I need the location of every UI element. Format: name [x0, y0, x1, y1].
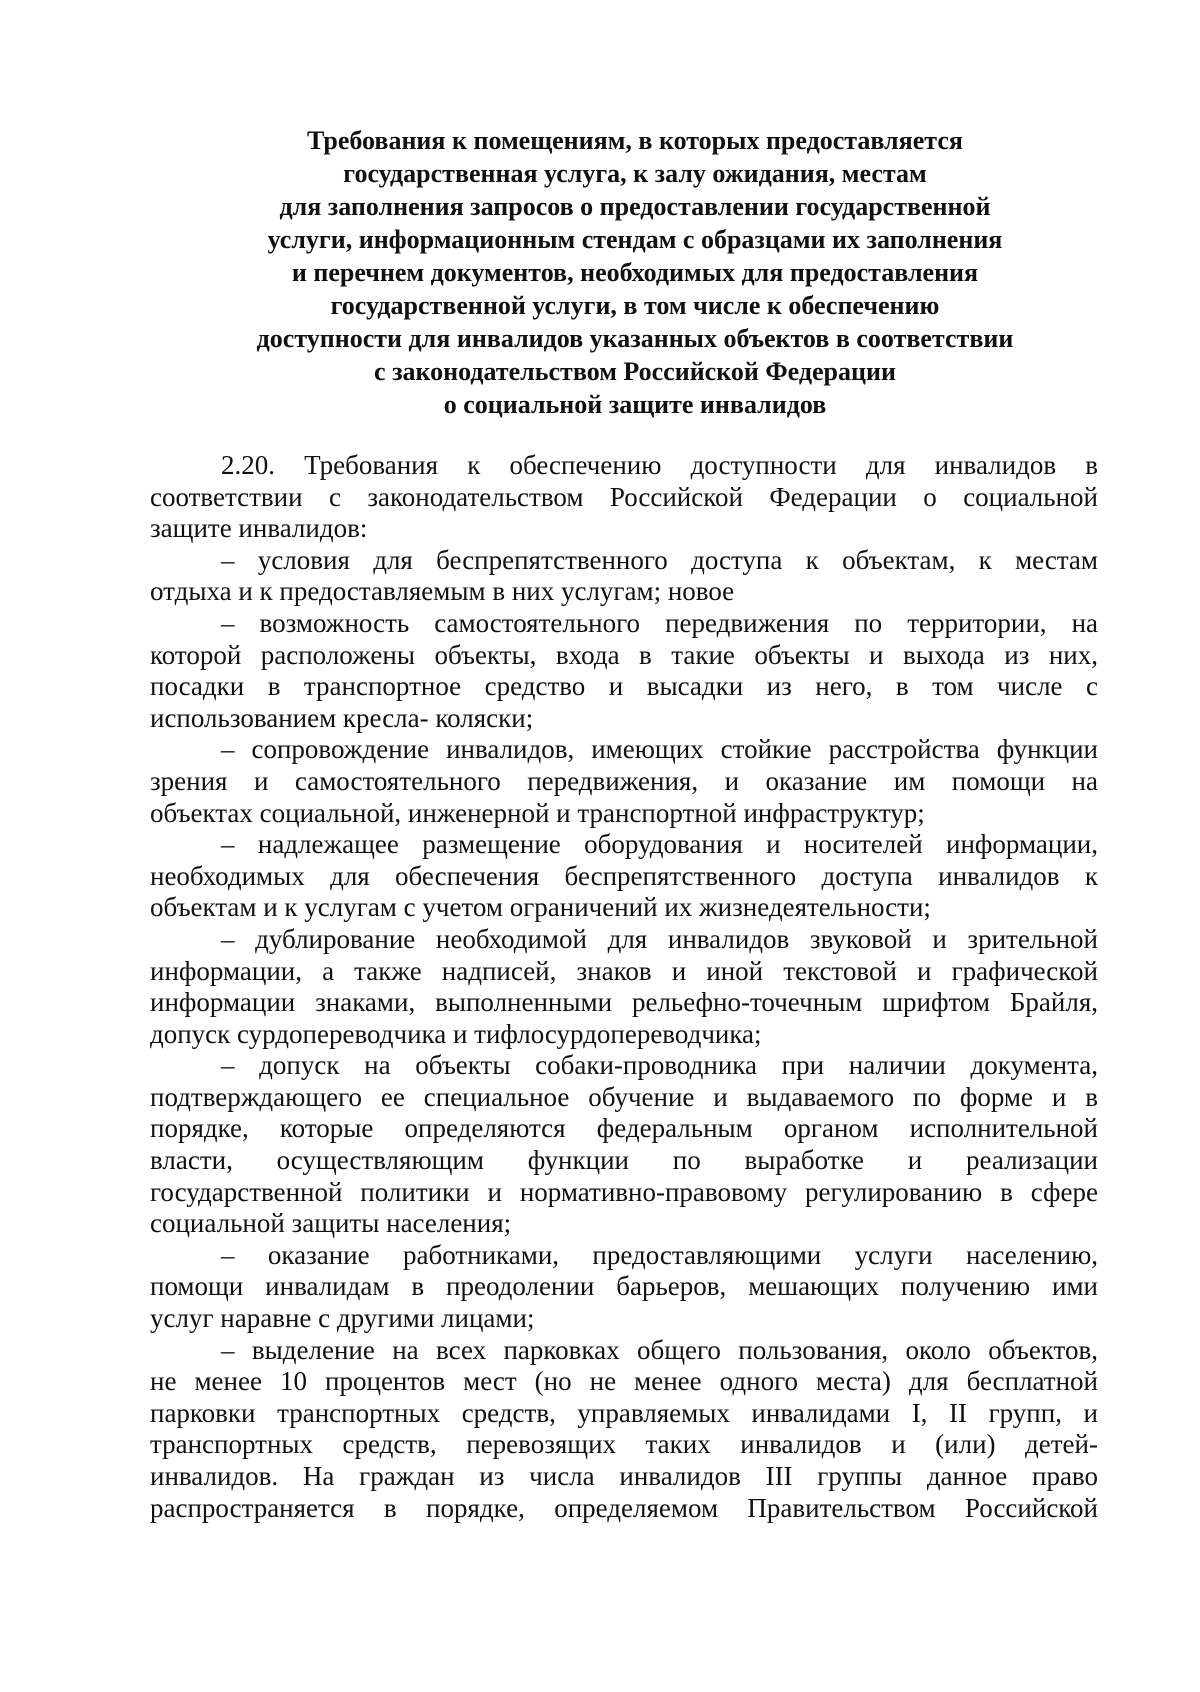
text-line: объектам и к услугам с учетом ограничений их жизнедеятельности; — [150, 892, 931, 923]
text-line: информации, а также надписей, знаков и иной текстовой и графической — [150, 955, 1098, 986]
text-line: посадки в транспортное средство и высадки из него, в том числе с — [150, 671, 1098, 702]
list-item-independent-movement — [150, 608, 1098, 734]
text-line: подтверждающего ее специальное обучение и выдаваемого по форме и в — [150, 1081, 1098, 1112]
text-line: которой расположены объекты, входа в такие объекты и выхода из них, — [150, 639, 1098, 670]
text-line: защите инвалидов: — [150, 513, 368, 544]
list-item-access-conditions — [150, 545, 1098, 608]
list-item-information-duplication — [150, 924, 1098, 1050]
text-line: распространяется в порядке, определяемом Правительством Российской — [150, 1492, 1098, 1523]
list-item-guide-dog — [150, 1050, 1098, 1240]
text-line: социальной защиты населения; — [150, 1208, 512, 1239]
text-line: инвалидов. На граждан из числа инвалидов III группы данное право — [150, 1461, 1098, 1491]
text-line: транспортных средств, перевозящих таких инвалидов и (или) детей- — [150, 1429, 1098, 1460]
text-line: отдыха и к предоставляемым в них услугам; новое — [150, 576, 735, 607]
list-item-escort — [150, 734, 1098, 829]
heading-line: доступности для инвалидов указанных объектов в соответствии — [256, 324, 1014, 353]
text-line: – дублирование необходимой для инвалидов звуковой и зрительной — [221, 923, 1098, 954]
list-item-equipment-placement — [150, 829, 1098, 924]
text-line: зрения и самостоятельного передвижения, и оказание им помощи на — [150, 765, 1098, 796]
heading-line: для заполнения запросов о предоставлении государственной — [279, 192, 991, 221]
heading-line: услуги, информационным стендам с образцами их заполнения — [267, 225, 1003, 254]
text-line: помощи инвалидам в преодолении барьеров, мешающих получению ими — [150, 1271, 1098, 1302]
text-line: услуг наравне с другими лицами; — [150, 1303, 535, 1334]
heading-line: Требования к помещениям, в которых предоставляется — [307, 126, 963, 155]
text-line: не менее 10 процентов мест (но не менее одного места) для бесплатной — [150, 1366, 1098, 1397]
text-line: – допуск на объекты собаки-проводника при наличии документа, — [221, 1050, 1098, 1081]
list-item-staff-assistance — [150, 1240, 1098, 1335]
text-line: информации знаками, выполненными рельефно-точечным шрифтом Брайля, — [150, 987, 1098, 1018]
text-line: власти, осуществляющим функции по выработке и реализации — [150, 1145, 1098, 1176]
text-line: – надлежащее размещение оборудования и носителей информации, — [221, 829, 1098, 860]
text-line: – условия для беспрепятственного доступа к объектам, к местам — [221, 544, 1098, 575]
text-line: объектах социальной, инженерной и транспортной инфраструктур; — [150, 797, 925, 828]
text-line: – выделение на всех парковках общего пользования, около объектов, — [221, 1334, 1098, 1365]
section-heading — [200, 124, 1070, 421]
text-line: – сопровождение инвалидов, имеющих стойкие расстройства функции — [221, 734, 1098, 765]
text-line: парковки транспортных средств, управляемых инвалидами I, II групп, и — [150, 1397, 1098, 1428]
heading-line: с законодательством Российской Федерации — [374, 357, 896, 386]
text-line: допуск сурдопереводчика и тифлосурдопереводчика; — [150, 1018, 762, 1049]
list-item-parking — [150, 1335, 1098, 1525]
text-line: – возможность самостоятельного передвижения по территории, на — [221, 607, 1098, 638]
text-line: 2.20. Требования к обеспечению доступности для инвалидов в — [221, 450, 1098, 480]
paragraph-2-20-intro — [150, 450, 1098, 545]
text-line: порядке, которые определяются федеральным органом исполнительной — [150, 1113, 1098, 1144]
heading-line: и перечнем документов, необходимых для предоставления — [291, 258, 979, 287]
heading-line: государственной услуги, в том числе к обеспечению — [330, 291, 940, 320]
heading-line: о социальной защите инвалидов — [443, 390, 827, 419]
document-body — [150, 450, 1098, 1524]
text-line: государственной политики и нормативно-правовому регулированию в сфере — [150, 1176, 1098, 1207]
text-line: – оказание работниками, предоставляющими услуги населению, — [221, 1239, 1098, 1270]
heading-line: государственная услуга, к залу ожидания, местам — [343, 159, 927, 188]
text-line: соответствии с законодательством Российской Федерации о социальной — [150, 481, 1098, 512]
text-line: использованием кресла- коляски; — [150, 702, 534, 733]
text-line: необходимых для обеспечения беспрепятственного доступа инвалидов к — [150, 860, 1098, 891]
